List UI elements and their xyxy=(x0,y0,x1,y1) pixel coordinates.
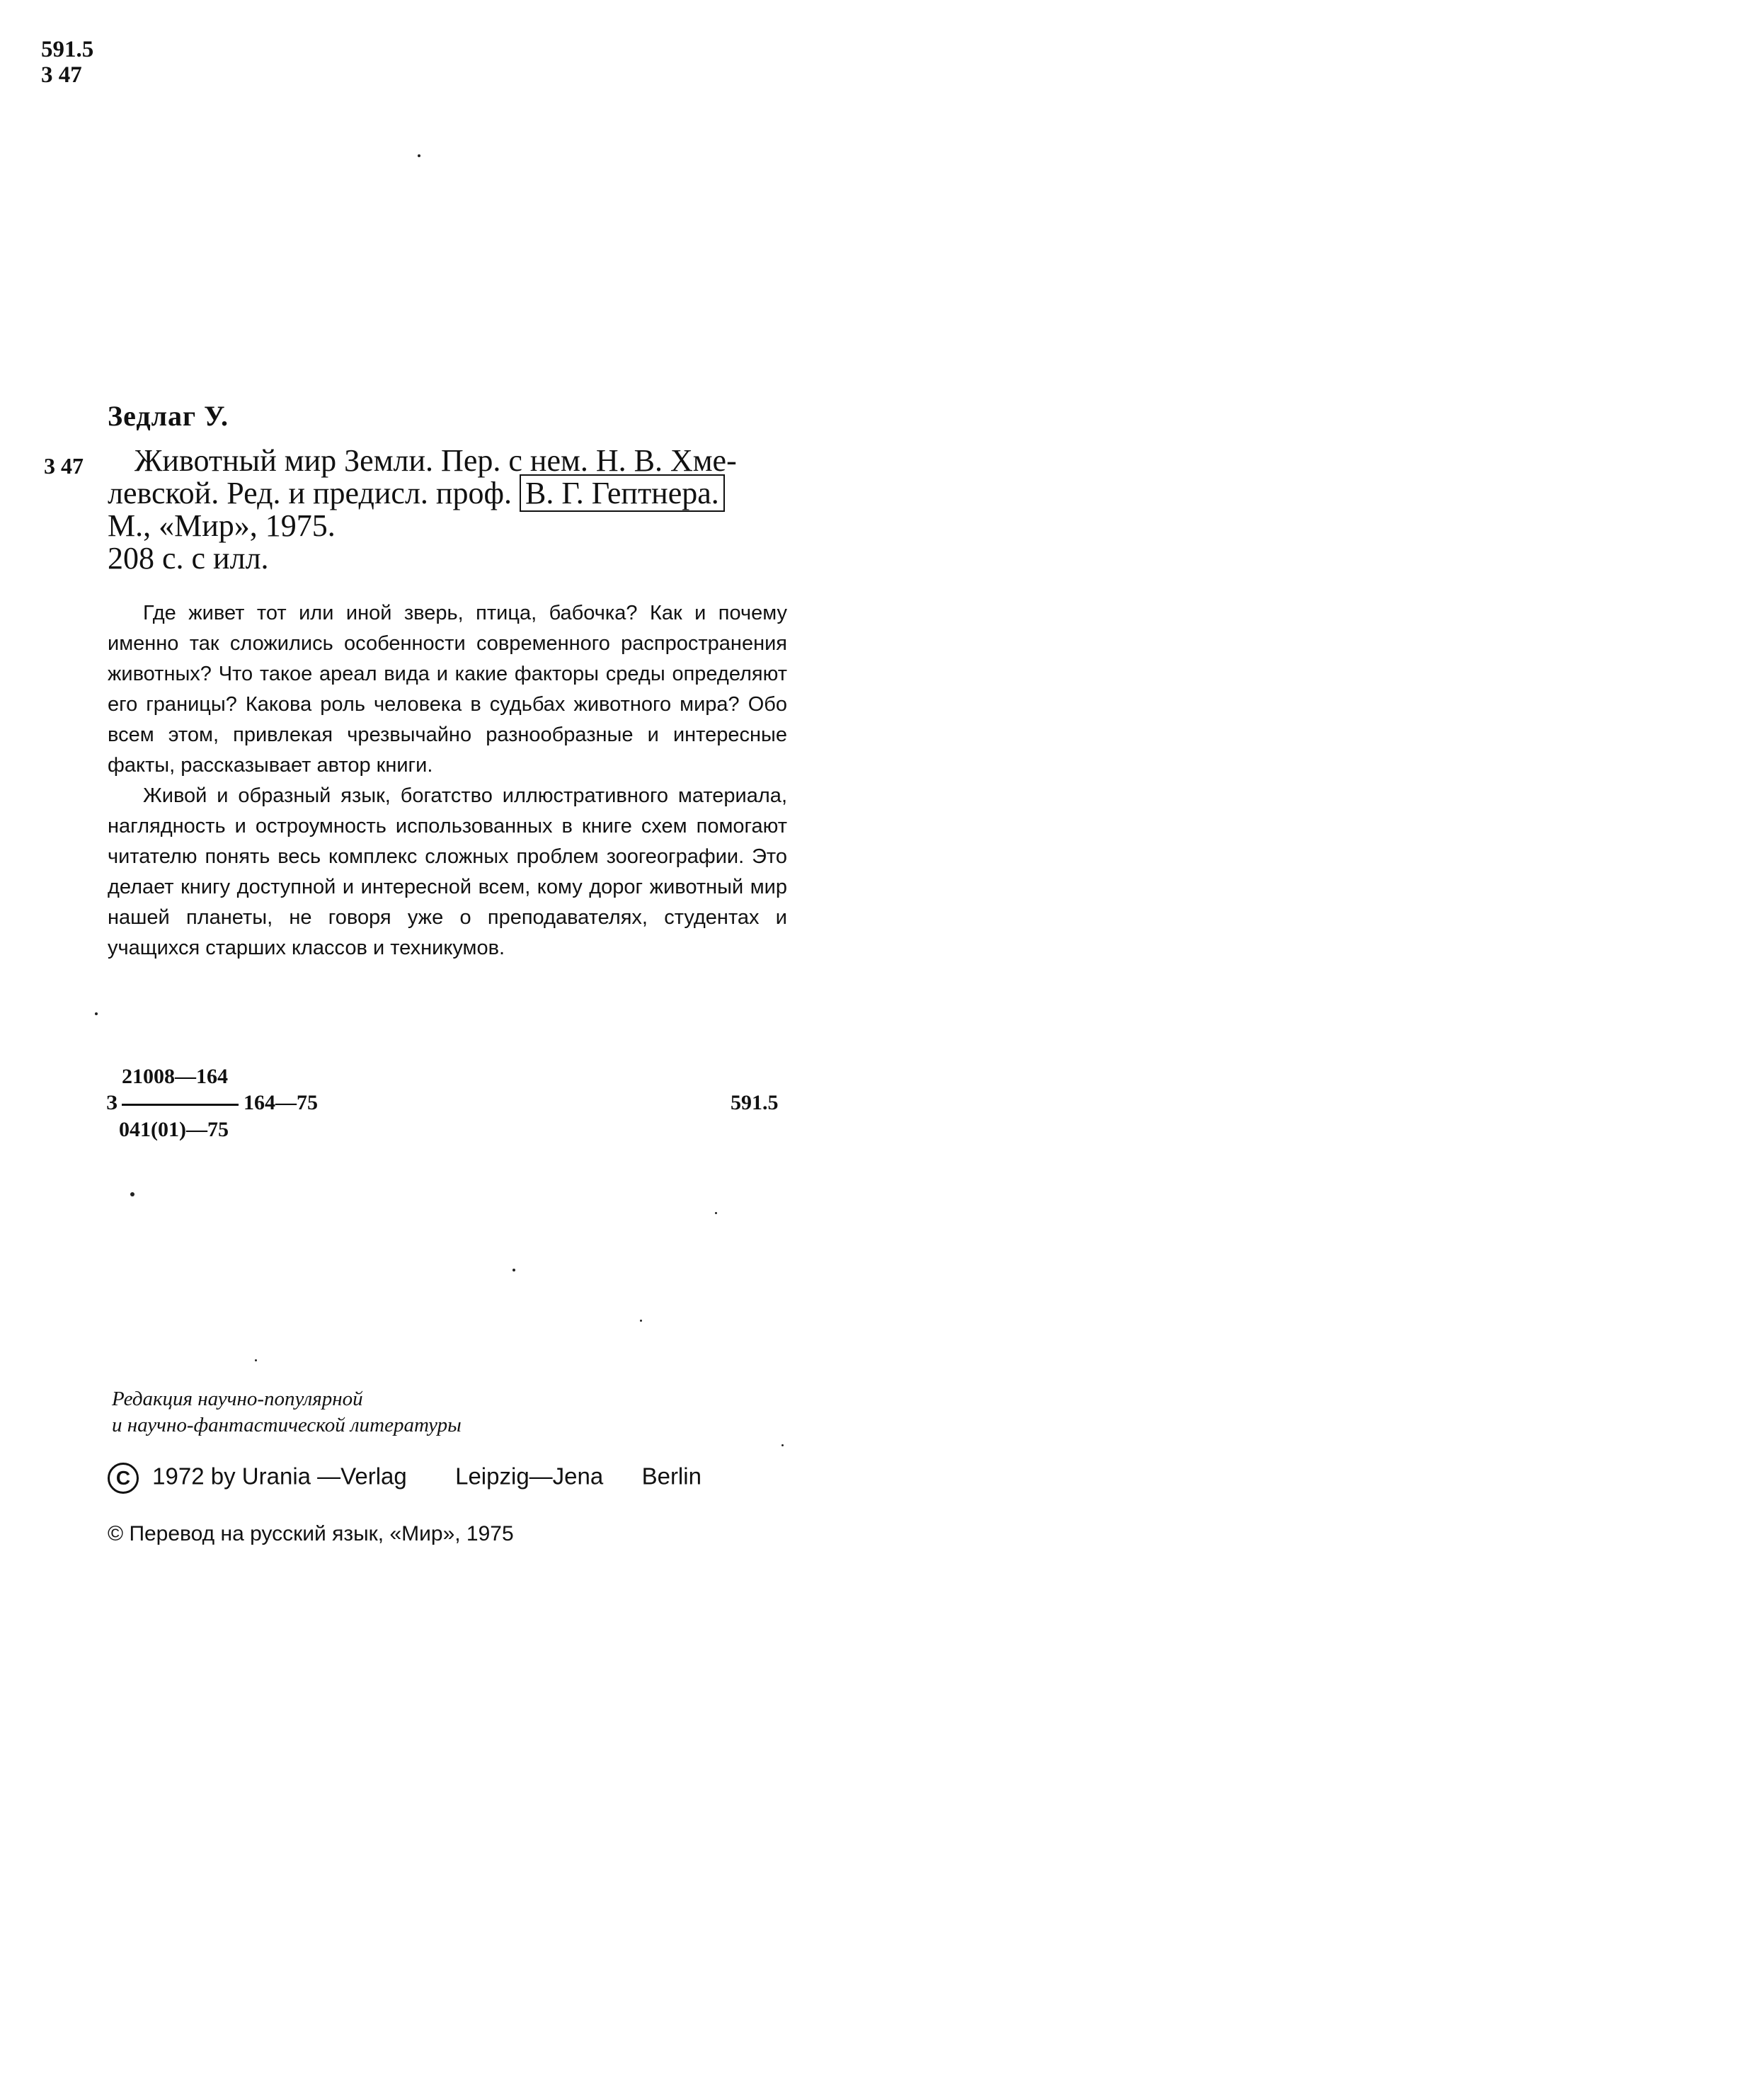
udc-code: 591.5 xyxy=(41,37,94,62)
editorial-line-2: и научно-фантастической литературы xyxy=(112,1414,462,1436)
annotation xyxy=(108,598,787,964)
annotation-paragraph-1: Где живет тот или иной зверь, птица, бабочка? Как и почему именно так сложились особенности современного распространения животных? Что такое ареал вида и какие факторы среды определяют его границы? Какова роль человека в судьбах животного мира? Обо всем этом, привлекая чрезвычайно разнообразные и интересные факты, рассказывает автор книги. xyxy=(108,602,787,777)
editor-name-box: В. Г. Гептнера. xyxy=(520,474,725,512)
author-name: Зедлаг У. xyxy=(108,400,229,432)
copyright-city-2: Berlin xyxy=(641,1463,701,1490)
copyright-icon: C xyxy=(108,1463,139,1494)
scan-speck xyxy=(255,1359,257,1361)
copyright-by: by xyxy=(210,1463,236,1490)
biblio-line-3: М., «Мир», 1975. xyxy=(108,508,336,543)
bbk-numerator: 21008—164 xyxy=(122,1065,228,1088)
scan-speck xyxy=(130,1192,134,1196)
bbk-denominator: 041(01)—75 xyxy=(119,1118,229,1141)
bibliographic-description xyxy=(108,445,787,575)
translation-copyright: © Перевод на русский язык, «Мир», 1975 xyxy=(108,1522,514,1545)
annotation-paragraph-2: Живой и образный язык, богатство иллюстративного материала, наглядность и остроумность использованных в книге схем помогают читателю понять весь комплекс сложных проблем зоогеографии. Это делает книгу доступной и интересной всем, кому дорог животный мир нашей планеты, не говоря уже о преподавателях, студентах и учащихся старших классов и техникумов. xyxy=(108,784,787,959)
scan-speck xyxy=(418,154,420,157)
bbk-suffix: 164—75 xyxy=(244,1091,318,1114)
bbk-fraction-bar xyxy=(122,1104,239,1106)
scan-speck xyxy=(715,1212,717,1214)
biblio-line-1: Животный мир Земли. Пер. с нем. Н. В. Хме- xyxy=(134,443,737,478)
biblio-line-2 xyxy=(108,477,787,510)
scan-speck xyxy=(781,1444,784,1446)
scan-speck xyxy=(512,1269,515,1271)
bbk-udc-right: 591.5 xyxy=(731,1091,779,1114)
copyright-year: 1972 xyxy=(152,1463,205,1490)
copyright-line xyxy=(108,1463,701,1494)
scan-speck xyxy=(95,1012,98,1015)
scan-speck xyxy=(640,1320,642,1322)
biblio-line-4: 208 с. с илл. xyxy=(108,541,269,576)
copyright-city-1: Leipzig—Jena xyxy=(455,1463,604,1490)
editorial-line-1: Редакция научно-популярной xyxy=(112,1388,363,1410)
copyright-publisher: Urania —Verlag xyxy=(241,1463,407,1490)
side-index: 3 47 xyxy=(44,453,84,479)
author-mark: 3 47 xyxy=(41,62,82,88)
bbk-prefix: З xyxy=(106,1091,118,1114)
biblio-line-2-prefix: левской. Ред. и предисл. проф. xyxy=(108,476,512,510)
